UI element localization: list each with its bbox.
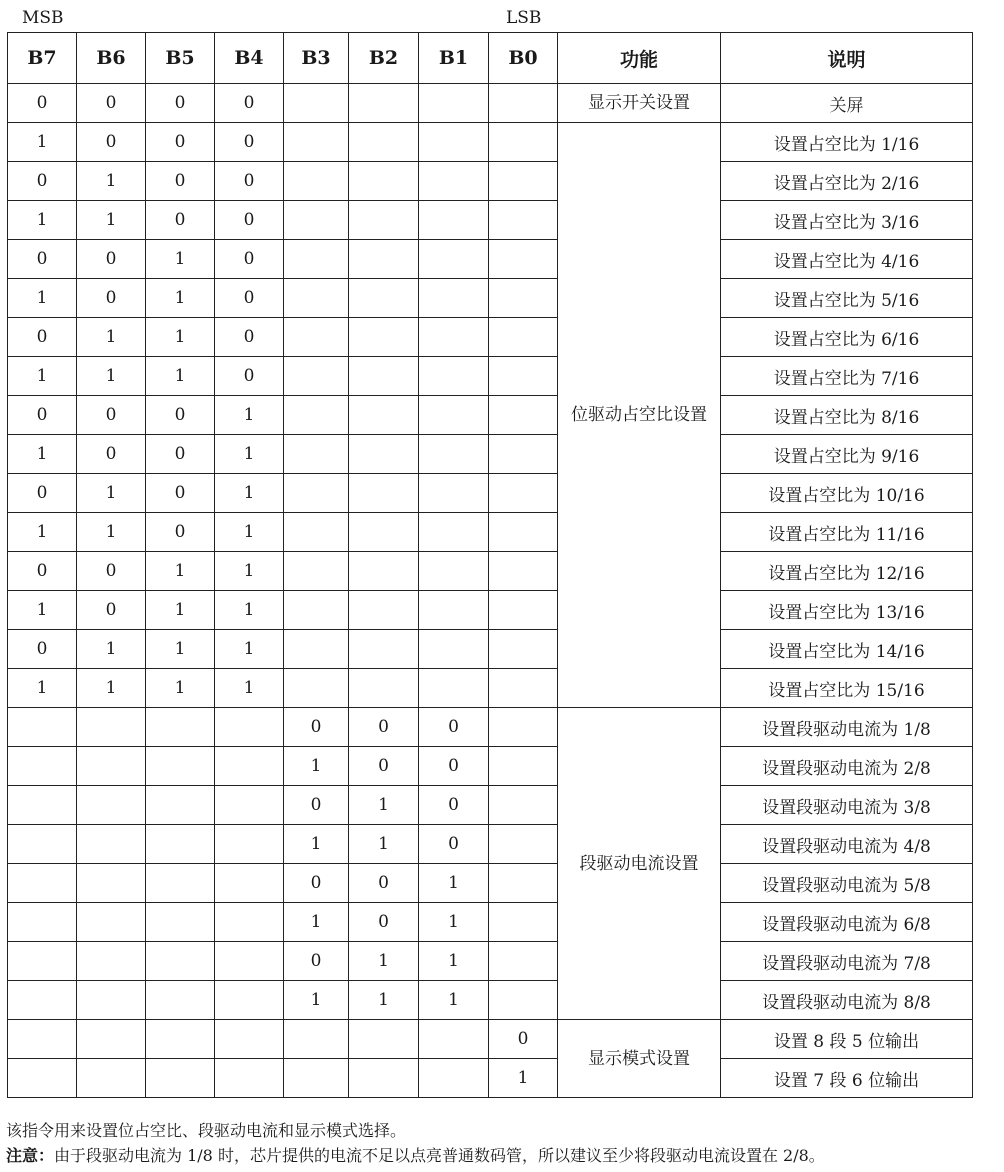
bit-cell-b3: 0: [284, 708, 349, 747]
bit-cell-b1: [419, 240, 489, 279]
description-cell: 设置段驱动电流为 6/8: [721, 903, 973, 942]
bit-cell-b1: [419, 357, 489, 396]
bit-cell-b2: [349, 474, 419, 513]
bit-cell-b2: 1: [349, 942, 419, 981]
bit-cell-b5: [146, 747, 215, 786]
bit-cell-b0: [489, 435, 558, 474]
bit-cell-b7: [8, 708, 77, 747]
description-cell: 设置 8 段 5 位输出: [721, 1020, 973, 1059]
lsb-label: LSB: [506, 8, 542, 28]
bit-cell-b0: [489, 84, 558, 123]
bit-cell-b1: [419, 630, 489, 669]
bit-cell-b2: [349, 396, 419, 435]
bit-cell-b5: 1: [146, 591, 215, 630]
description-cell: 设置占空比为 7/16: [721, 357, 973, 396]
description-cell: 设置占空比为 5/16: [721, 279, 973, 318]
bit-cell-b3: 0: [284, 864, 349, 903]
bit-cell-b1: 0: [419, 708, 489, 747]
bit-cell-b7: 1: [8, 123, 77, 162]
bit-cell-b1: 1: [419, 903, 489, 942]
bit-cell-b7: 0: [8, 630, 77, 669]
bit-cell-b2: [349, 1020, 419, 1059]
bit-cell-b6: [77, 1020, 146, 1059]
bit-cell-b1: [419, 279, 489, 318]
bit-cell-b2: [349, 1059, 419, 1098]
bit-cell-b1: [419, 435, 489, 474]
description-cell: 设置占空比为 10/16: [721, 474, 973, 513]
bit-cell-b3: [284, 513, 349, 552]
description-cell: 设置占空比为 6/16: [721, 318, 973, 357]
description-cell: 设置段驱动电流为 7/8: [721, 942, 973, 981]
table-row: [8, 981, 973, 1020]
header-row: [8, 33, 973, 84]
bit-cell-b5: 0: [146, 123, 215, 162]
table-row: [8, 786, 973, 825]
bit-cell-b2: [349, 123, 419, 162]
bit-cell-b3: [284, 630, 349, 669]
bit-cell-b5: [146, 825, 215, 864]
bit-cell-b3: [284, 357, 349, 396]
bit-cell-b3: [284, 201, 349, 240]
bit-cell-b0: [489, 240, 558, 279]
table-row: [8, 162, 973, 201]
bit-cell-b5: 1: [146, 279, 215, 318]
bit-cell-b7: 1: [8, 201, 77, 240]
bit-cell-b7: 1: [8, 435, 77, 474]
header-b4: B4: [215, 33, 284, 84]
table-row: [8, 123, 973, 162]
bit-cell-b0: [489, 786, 558, 825]
bit-cell-b2: [349, 318, 419, 357]
table-row: [8, 396, 973, 435]
table-row: [8, 318, 973, 357]
bit-cell-b7: [8, 786, 77, 825]
bit-cell-b1: [419, 1059, 489, 1098]
bit-cell-b6: 1: [77, 357, 146, 396]
bit-cell-b6: 1: [77, 513, 146, 552]
table-row: [8, 513, 973, 552]
header-b1: B1: [419, 33, 489, 84]
bit-cell-b5: 0: [146, 513, 215, 552]
bit-cell-b4: 0: [215, 84, 284, 123]
table-row: [8, 669, 973, 708]
msb-label: MSB: [22, 8, 64, 28]
bit-cell-b0: [489, 903, 558, 942]
bit-cell-b7: 0: [8, 318, 77, 357]
description-cell: 设置段驱动电流为 3/8: [721, 786, 973, 825]
bit-cell-b4: [215, 825, 284, 864]
bit-cell-b1: [419, 318, 489, 357]
bit-cell-b4: 1: [215, 669, 284, 708]
description-cell: 设置占空比为 2/16: [721, 162, 973, 201]
bit-cell-b7: [8, 942, 77, 981]
bit-cell-b5: 0: [146, 84, 215, 123]
bit-cell-b6: 0: [77, 279, 146, 318]
bit-cell-b2: 1: [349, 786, 419, 825]
table-row: [8, 552, 973, 591]
bit-cell-b0: [489, 825, 558, 864]
table-row: [8, 864, 973, 903]
bit-cell-b4: [215, 747, 284, 786]
bit-cell-b0: [489, 591, 558, 630]
bit-cell-b5: 0: [146, 396, 215, 435]
bit-cell-b0: 0: [489, 1020, 558, 1059]
header-b0: B0: [489, 33, 558, 84]
bit-cell-b2: [349, 435, 419, 474]
bit-cell-b6: 0: [77, 552, 146, 591]
bit-cell-b3: 1: [284, 825, 349, 864]
bit-cell-b7: 1: [8, 591, 77, 630]
bit-cell-b4: 0: [215, 123, 284, 162]
bit-cell-b1: 0: [419, 786, 489, 825]
bit-cell-b6: [77, 1059, 146, 1098]
bit-cell-b6: [77, 981, 146, 1020]
bit-cell-b3: [284, 435, 349, 474]
bit-cell-b2: [349, 591, 419, 630]
description-cell: 设置 7 段 6 位输出: [721, 1059, 973, 1098]
bit-cell-b5: 0: [146, 435, 215, 474]
bit-cell-b5: 1: [146, 240, 215, 279]
bit-cell-b0: [489, 747, 558, 786]
table-row: [8, 84, 973, 123]
table-row: [8, 1020, 973, 1059]
bit-cell-b7: [8, 1059, 77, 1098]
bit-cell-b6: 0: [77, 240, 146, 279]
bit-cell-b3: [284, 240, 349, 279]
bit-cell-b5: [146, 903, 215, 942]
bit-cell-b4: [215, 708, 284, 747]
bit-cell-b1: 1: [419, 981, 489, 1020]
header-b5: B5: [146, 33, 215, 84]
table-row: [8, 357, 973, 396]
bit-cell-b4: [215, 864, 284, 903]
bit-cell-b4: 1: [215, 552, 284, 591]
bit-cell-b6: 1: [77, 669, 146, 708]
bit-cell-b7: 1: [8, 279, 77, 318]
bit-cell-b3: [284, 474, 349, 513]
description-cell: 设置占空比为 1/16: [721, 123, 973, 162]
bit-cell-b7: 0: [8, 240, 77, 279]
table-body: [8, 84, 973, 1098]
bit-cell-b2: [349, 357, 419, 396]
bit-cell-b0: [489, 513, 558, 552]
bit-cell-b3: [284, 279, 349, 318]
warning-label: 注意：: [6, 1146, 55, 1165]
table-row: [8, 747, 973, 786]
bit-cell-b0: [489, 630, 558, 669]
bit-cell-b2: [349, 630, 419, 669]
bit-cell-b4: 0: [215, 162, 284, 201]
bit-cell-b2: 0: [349, 747, 419, 786]
bit-cell-b0: [489, 357, 558, 396]
table-row: [8, 942, 973, 981]
bit-cell-b3: 1: [284, 747, 349, 786]
bit-cell-b7: 0: [8, 396, 77, 435]
bit-cell-b4: [215, 942, 284, 981]
bit-cell-b4: [215, 1020, 284, 1059]
bit-cell-b7: [8, 747, 77, 786]
usage-note: 该指令用来设置位占空比、段驱动电流和显示模式选择。: [6, 1121, 407, 1140]
bit-cell-b0: [489, 318, 558, 357]
bit-cell-b5: [146, 1020, 215, 1059]
bit-cell-b1: [419, 552, 489, 591]
bit-cell-b5: [146, 708, 215, 747]
description-cell: 设置占空比为 9/16: [721, 435, 973, 474]
bit-cell-b6: 0: [77, 84, 146, 123]
bit-cell-b0: [489, 396, 558, 435]
bit-cell-b6: [77, 903, 146, 942]
bit-cell-b6: 0: [77, 396, 146, 435]
bit-cell-b3: [284, 1059, 349, 1098]
table-row: [8, 630, 973, 669]
bit-cell-b5: 1: [146, 669, 215, 708]
table-row: [8, 279, 973, 318]
description-cell: 设置占空比为 13/16: [721, 591, 973, 630]
description-cell: 设置占空比为 14/16: [721, 630, 973, 669]
bit-cell-b7: 0: [8, 474, 77, 513]
bit-cell-b7: [8, 825, 77, 864]
bit-cell-b7: 0: [8, 162, 77, 201]
description-cell: 设置占空比为 3/16: [721, 201, 973, 240]
table-row: [8, 201, 973, 240]
bit-cell-b7: [8, 903, 77, 942]
bit-cell-b7: 1: [8, 357, 77, 396]
header-function: 功能: [558, 33, 721, 84]
description-cell: 设置段驱动电流为 4/8: [721, 825, 973, 864]
bit-cell-b5: 0: [146, 474, 215, 513]
bit-cell-b4: 0: [215, 279, 284, 318]
bit-cell-b1: 1: [419, 864, 489, 903]
bit-cell-b0: [489, 279, 558, 318]
bit-cell-b4: 1: [215, 630, 284, 669]
bit-cell-b4: 1: [215, 513, 284, 552]
table-row: [8, 435, 973, 474]
description-cell: 设置占空比为 8/16: [721, 396, 973, 435]
header-b3: B3: [284, 33, 349, 84]
bit-cell-b6: 1: [77, 630, 146, 669]
bit-cell-b2: 0: [349, 903, 419, 942]
bit-cell-b7: [8, 864, 77, 903]
bit-cell-b4: 1: [215, 591, 284, 630]
bit-cell-b6: 1: [77, 474, 146, 513]
function-cell: 位驱动占空比设置: [558, 123, 721, 708]
bit-cell-b0: [489, 123, 558, 162]
bit-cell-b6: 1: [77, 201, 146, 240]
bit-cell-b5: 1: [146, 630, 215, 669]
bit-cell-b0: [489, 708, 558, 747]
bit-cell-b3: 0: [284, 786, 349, 825]
bit-cell-b3: 1: [284, 903, 349, 942]
description-cell: 设置段驱动电流为 2/8: [721, 747, 973, 786]
bit-cell-b1: [419, 396, 489, 435]
bit-cell-b3: [284, 84, 349, 123]
bit-cell-b7: [8, 1020, 77, 1059]
bit-cell-b6: 0: [77, 591, 146, 630]
bit-cell-b6: [77, 747, 146, 786]
bit-cell-b6: [77, 786, 146, 825]
bit-cell-b6: [77, 942, 146, 981]
bit-cell-b4: 1: [215, 474, 284, 513]
bit-cell-b3: [284, 669, 349, 708]
bit-cell-b5: 1: [146, 357, 215, 396]
bit-cell-b4: 1: [215, 396, 284, 435]
bit-cell-b7: 1: [8, 513, 77, 552]
description-cell: 设置段驱动电流为 5/8: [721, 864, 973, 903]
description-cell: 设置占空比为 12/16: [721, 552, 973, 591]
bit-cell-b5: 1: [146, 318, 215, 357]
bit-cell-b4: [215, 786, 284, 825]
header-b6: B6: [77, 33, 146, 84]
bit-cell-b5: [146, 786, 215, 825]
table-row: [8, 474, 973, 513]
bit-cell-b2: [349, 162, 419, 201]
bit-cell-b6: [77, 708, 146, 747]
bit-cell-b3: [284, 123, 349, 162]
bit-cell-b3: 0: [284, 942, 349, 981]
description-cell: 设置段驱动电流为 1/8: [721, 708, 973, 747]
bit-cell-b5: [146, 981, 215, 1020]
bit-cell-b1: [419, 201, 489, 240]
bit-cell-b7: 0: [8, 552, 77, 591]
bit-cell-b5: [146, 942, 215, 981]
bit-cell-b5: 1: [146, 552, 215, 591]
bit-cell-b5: 0: [146, 162, 215, 201]
table-row: [8, 240, 973, 279]
bit-cell-b6: 0: [77, 435, 146, 474]
table-row: [8, 825, 973, 864]
bit-cell-b7: [8, 981, 77, 1020]
bit-cell-b3: [284, 318, 349, 357]
bit-cell-b0: [489, 552, 558, 591]
function-cell: 段驱动电流设置: [558, 708, 721, 1020]
bit-cell-b2: [349, 201, 419, 240]
bit-cell-b6: [77, 864, 146, 903]
bit-cell-b1: 0: [419, 747, 489, 786]
table-row: [8, 591, 973, 630]
bit-cell-b3: [284, 1020, 349, 1059]
bit-cell-b0: [489, 981, 558, 1020]
bit-cell-b0: [489, 942, 558, 981]
bit-cell-b1: [419, 123, 489, 162]
bit-cell-b3: [284, 396, 349, 435]
description-cell: 设置占空比为 4/16: [721, 240, 973, 279]
bit-cell-b2: [349, 84, 419, 123]
bit-cell-b4: 0: [215, 240, 284, 279]
bit-cell-b2: 1: [349, 981, 419, 1020]
table-row: [8, 903, 973, 942]
header-description: 说明: [721, 33, 973, 84]
bit-cell-b4: [215, 981, 284, 1020]
bit-cell-b2: 0: [349, 708, 419, 747]
bit-cell-b3: [284, 552, 349, 591]
bit-cell-b5: 0: [146, 201, 215, 240]
table-row: [8, 1059, 973, 1098]
bit-cell-b4: [215, 1059, 284, 1098]
bit-cell-b5: [146, 864, 215, 903]
bit-cell-b7: 0: [8, 84, 77, 123]
bit-cell-b3: [284, 162, 349, 201]
bit-cell-b6: 0: [77, 123, 146, 162]
bit-cell-b1: 1: [419, 942, 489, 981]
header-b7: B7: [8, 33, 77, 84]
bit-cell-b4: [215, 903, 284, 942]
function-cell: 显示模式设置: [558, 1020, 721, 1098]
bit-cell-b0: 1: [489, 1059, 558, 1098]
warning-note: [6, 1143, 825, 1166]
description-cell: 设置段驱动电流为 8/8: [721, 981, 973, 1020]
bit-cell-b0: [489, 864, 558, 903]
bit-cell-b7: 1: [8, 669, 77, 708]
description-cell: 设置占空比为 11/16: [721, 513, 973, 552]
bit-cell-b5: [146, 1059, 215, 1098]
bit-cell-b0: [489, 201, 558, 240]
bit-cell-b2: [349, 513, 419, 552]
bit-cell-b4: 0: [215, 357, 284, 396]
bit-cell-b6: 1: [77, 318, 146, 357]
bit-cell-b6: 1: [77, 162, 146, 201]
warning-text: 由于段驱动电流为 1/8 时，芯片提供的电流不足以点亮普通数码管，所以建议至少将段驱动电流设置在 2/8。: [54, 1146, 825, 1165]
bit-cell-b1: [419, 162, 489, 201]
bit-cell-b1: [419, 513, 489, 552]
bit-cell-b3: 1: [284, 981, 349, 1020]
bit-cell-b0: [489, 162, 558, 201]
bit-cell-b1: [419, 1020, 489, 1059]
function-cell: 显示开关设置: [558, 84, 721, 123]
bit-cell-b1: [419, 669, 489, 708]
bit-cell-b1: [419, 84, 489, 123]
bit-cell-b1: [419, 591, 489, 630]
description-cell: 设置占空比为 15/16: [721, 669, 973, 708]
bit-cell-b2: [349, 552, 419, 591]
bit-cell-b2: [349, 279, 419, 318]
bit-cell-b2: 0: [349, 864, 419, 903]
bit-cell-b4: 0: [215, 201, 284, 240]
bit-cell-b0: [489, 669, 558, 708]
bit-cell-b2: [349, 240, 419, 279]
bit-cell-b3: [284, 591, 349, 630]
header-b2: B2: [349, 33, 419, 84]
bit-cell-b1: [419, 474, 489, 513]
command-register-table: [7, 32, 973, 1098]
table-row: [8, 708, 973, 747]
description-cell: 关屏: [721, 84, 973, 123]
bit-cell-b4: 1: [215, 435, 284, 474]
bit-cell-b4: 0: [215, 318, 284, 357]
bit-cell-b1: 0: [419, 825, 489, 864]
bit-cell-b6: [77, 825, 146, 864]
bit-cell-b0: [489, 474, 558, 513]
bit-cell-b2: 1: [349, 825, 419, 864]
bit-cell-b2: [349, 669, 419, 708]
